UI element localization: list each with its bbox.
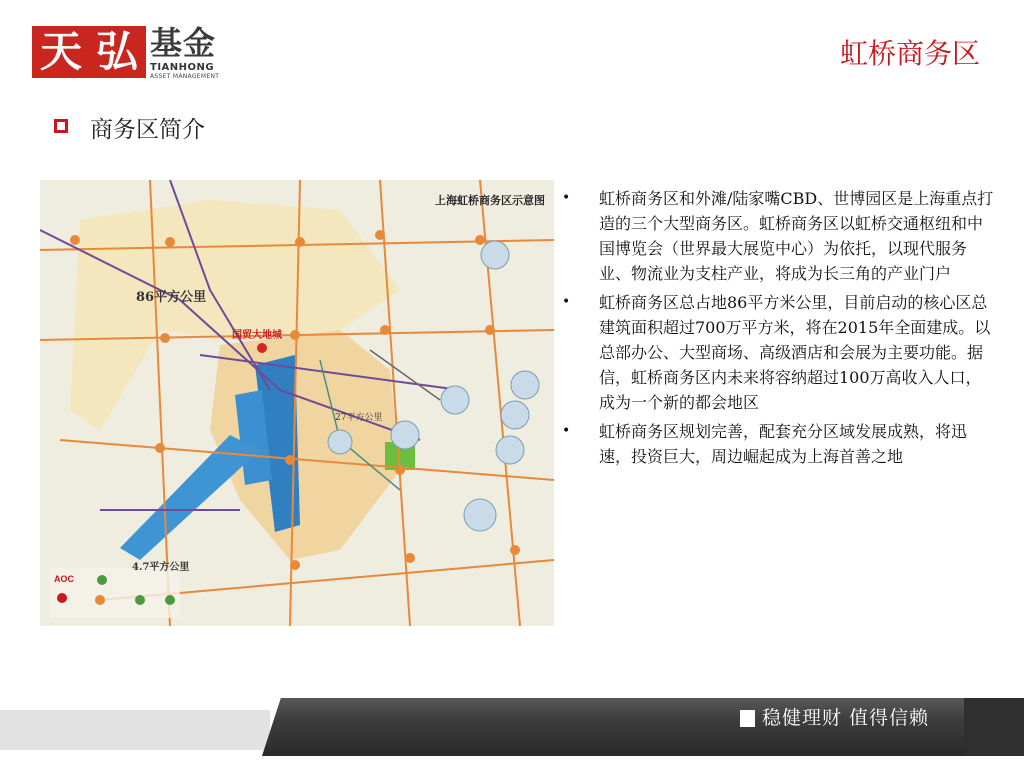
map-label-27: 27平方公里	[335, 413, 383, 423]
section-heading	[54, 112, 205, 142]
intro-bullet-list	[562, 186, 994, 473]
svg-text:AOC: AOC	[54, 574, 74, 584]
logo-subtitle: ASSET MANAGEMENT	[150, 73, 220, 80]
bullet-text: 虹桥商务区总占地86平方米公里，目前启动的核心区总建筑面积超过700万平方米，将在2015年全面建成。以总部办公、大型商场、高级酒店和会展为主要功能。据信，虹桥商务区内未来将容纳超过100万高收入人口，成为一个新的都会地区	[599, 293, 991, 412]
hongqiao-map-image	[40, 180, 554, 626]
page-title: 虹桥商务区	[839, 37, 980, 70]
footer-dark-band-end	[964, 698, 1024, 756]
footer-square-mark-icon	[740, 710, 755, 727]
logo-english-name: TIANHONG	[150, 62, 215, 73]
list-item	[562, 186, 994, 286]
bullet-text: 虹桥商务区和外滩/陆家嘴CBD、世博园区是上海重点打造的三个大型商务区。虹桥商务区以虹桥交通枢纽和中国博览会（世界最大展览中心）为依托，以现代服务业、物流业为支柱产业，将成为长三角的产业门户	[599, 189, 994, 283]
map-label-center: 国贸大地城	[232, 330, 282, 341]
square-bullet-icon	[54, 119, 68, 133]
footer-slogan: 稳健理财 值得信赖	[762, 707, 930, 729]
map-label-86: 86平方公里	[136, 290, 207, 305]
list-item	[562, 290, 994, 415]
section-label: 商务区简介	[90, 116, 205, 143]
logo-name: 基金	[150, 24, 217, 62]
footer-left-panel	[0, 710, 270, 750]
map-title: 上海虹桥商务区示意图	[435, 194, 545, 207]
bullet-dot: •	[562, 190, 571, 206]
logo-char-hong: 弘	[88, 26, 146, 78]
company-logo	[32, 24, 232, 86]
list-item	[562, 419, 994, 469]
footer-bar	[0, 696, 1024, 768]
bullet-dot: •	[562, 294, 571, 310]
bullet-text: 虹桥商务区规划完善，配套充分区域发展成熟，将迅速，投资巨大，周边崛起成为上海首善之地	[599, 422, 968, 466]
logo-char-tian: 天	[32, 26, 90, 78]
map-label-47: 4.7平方公里	[132, 562, 190, 573]
bullet-dot: •	[562, 423, 571, 439]
